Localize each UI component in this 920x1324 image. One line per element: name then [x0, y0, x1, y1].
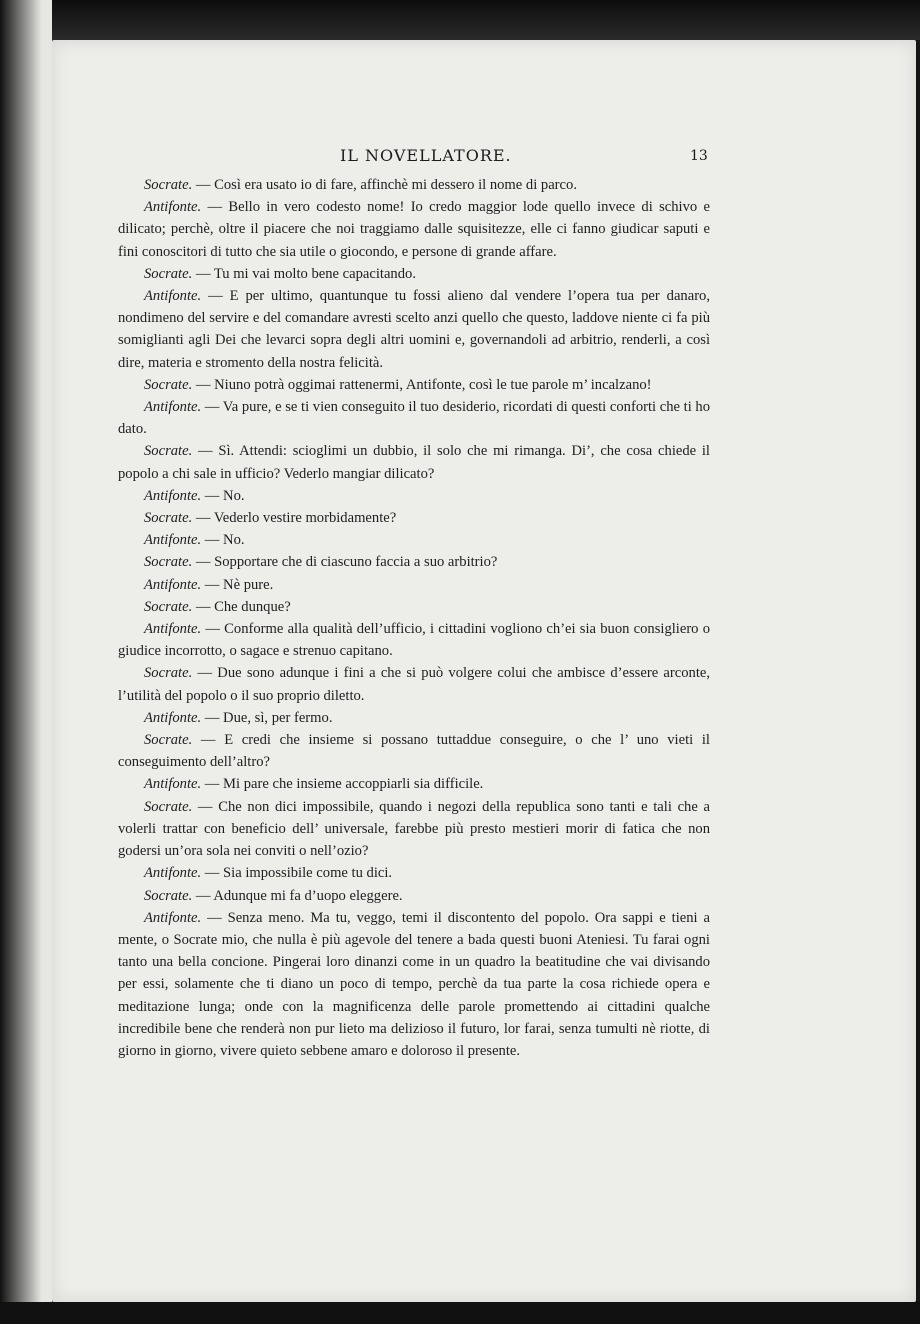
speaker-name: Socrate. — [144, 887, 193, 904]
line-text: — Tu mi vai molto bene capacitando. — [192, 265, 416, 282]
dialogue-line — [118, 396, 710, 440]
line-text: — Sia impossibile come tu dici. — [201, 865, 393, 882]
dialogue-line — [118, 174, 710, 196]
page-number: 13 — [690, 148, 708, 164]
line-text: — Sì. Attendi: scioglimi un dubbio, il solo che mi rimanga. Di’, che cosa chiede il popolo a chi sale in ufficio? Vederlo mangiar dilicato? — [118, 443, 710, 482]
dialogue-line — [118, 574, 710, 596]
speaker-name: Socrate. — [144, 554, 193, 571]
scan-left-edge — [0, 0, 52, 1324]
line-text: — Va pure, e se ti vien conseguito il tuo desiderio, ricordati di questi conforti che ti ho dato. — [118, 399, 710, 438]
line-text: — Sopportare che di ciascuno faccia a suo arbitrio? — [192, 554, 498, 571]
line-text: — Due sono adunque i fini a che si può volgere colui che ambisce d’essere arconte, l’utilità del popolo o il suo proprio diletto. — [118, 665, 710, 704]
dialogue-line — [118, 485, 710, 507]
line-text: — E credi che insieme si possano tuttaddue conseguire, o che l’ uno vieti il conseguimento dell’altro? — [118, 732, 710, 771]
dialogue-body — [118, 174, 710, 1062]
dialogue-line — [118, 263, 710, 285]
line-text: — Due, sì, per fermo. — [201, 709, 333, 726]
scan-bottom-edge — [0, 1302, 920, 1324]
scan-top-edge — [0, 0, 920, 40]
line-text: — Mi pare che insieme accoppiarli sia difficile. — [201, 776, 484, 793]
speaker-name: Socrate. — [144, 265, 193, 282]
speaker-name: Antifonte. — [144, 532, 202, 549]
speaker-name: Antifonte. — [144, 776, 202, 793]
speaker-name: Socrate. — [144, 177, 193, 193]
dialogue-line — [118, 285, 710, 374]
line-text: — Nè pure. — [201, 576, 274, 593]
speaker-name: Antifonte. — [144, 288, 202, 305]
speaker-name: Antifonte. — [144, 487, 202, 504]
dialogue-line — [118, 618, 710, 662]
line-text: — Bello in vero codesto nome! Io credo maggior lode quello invece di schivo e dilicato; perchè, oltre il piacere che noi traggiamo dalle squisitezze, elle ci fanno giudicar saputi e fini conoscitori di tutto che sia utile o giocondo, e persone di grande affare. — [118, 199, 710, 260]
speaker-name: Socrate. — [144, 443, 193, 460]
running-head: IL NOVELLATORE. — [340, 146, 512, 165]
dialogue-line — [118, 596, 710, 618]
line-text: — Che dunque? — [192, 598, 291, 615]
dialogue-line — [118, 862, 710, 884]
speaker-name: Antifonte. — [144, 865, 202, 882]
speaker-name: Socrate. — [144, 376, 193, 393]
line-text: — Senza meno. Ma tu, veggo, temi il discontento del popolo. Ora sappi e tieni a mente, o Socrate mio, che nulla è più agevole del tenere a bada questi buoni Ateniesi. Tu farai ogni tanto una bella concione. Pingerai loro dinanzi come in un quadro la beatitudine che vai divisando per essi, solamente che ti diano un poco di tempo, perchè da tua parte la cosa richiede opera e meditazione lunga; onde con la magnificenza delle parole promettendo ai cittadini qualche incredibile bene che renderà non pur lieto ma delizioso il futuro, lor farai, senza tumulti nè riotte, di giorno in giorno, vivere quieto sebbene amaro e doloroso il presente. — [118, 909, 710, 1059]
dialogue-line — [118, 907, 710, 1062]
speaker-name: Antifonte. — [144, 576, 202, 593]
speaker-name: Socrate. — [144, 732, 193, 749]
dialogue-line — [118, 662, 710, 706]
speaker-name: Antifonte. — [144, 199, 202, 216]
dialogue-line — [118, 507, 710, 529]
line-text: — Adunque mi fa d’uopo eleggere. — [192, 887, 403, 904]
dialogue-line — [118, 529, 710, 551]
line-text: — Così era usato io di fare, affinchè mi dessero il nome di parco. — [192, 177, 577, 193]
dialogue-line — [118, 796, 710, 863]
dialogue-line — [118, 551, 710, 573]
line-text: — Che non dici impossibile, quando i negozi della republica sono tanti e tali che a volerli trattar con beneficio dell’ universale, farebbe più presto mestieri morir di fatica che non godersi un’ora sola nei conviti o nell’ozio? — [118, 798, 710, 860]
dialogue-line — [118, 196, 710, 263]
speaker-name: Antifonte. — [144, 909, 202, 926]
speaker-name: Antifonte. — [144, 621, 202, 638]
line-text: — No. — [201, 487, 245, 504]
line-text: — E per ultimo, quantunque tu fossi alieno dal vendere l’opera tua per danaro, nondimeno del servire e del comandare avresti scelto anzi quello che questo, laddove niente ci fa più somiglianti agli Dei che levarci sopra degli altri uomini e, governandoli ad arbitrio, renderli, a così dire, materia e stromento della nostra felicità. — [118, 288, 710, 371]
line-text: — Niuno potrà oggimai rattenermi, Antifonte, così le tue parole m’ incalzano! — [192, 376, 652, 393]
line-text: — No. — [201, 532, 245, 549]
speaker-name: Socrate. — [144, 510, 193, 527]
dialogue-line — [118, 729, 710, 773]
line-text: — Conforme alla qualità dell’ufficio, i cittadini vogliono ch’ei sia buon consigliero o giudice incorrotto, o sagace e strenuo capitano. — [118, 621, 710, 660]
speaker-name: Socrate. — [144, 665, 193, 682]
line-text: — Vederlo vestire morbidamente? — [192, 510, 397, 527]
speaker-name: Socrate. — [144, 798, 193, 815]
dialogue-line — [118, 374, 710, 396]
speaker-name: Antifonte. — [144, 709, 202, 726]
speaker-name: Socrate. — [144, 598, 193, 615]
dialogue-line — [118, 885, 710, 907]
dialogue-line — [118, 707, 710, 729]
dialogue-line — [118, 773, 710, 795]
speaker-name: Antifonte. — [144, 399, 202, 416]
dialogue-line — [118, 440, 710, 484]
